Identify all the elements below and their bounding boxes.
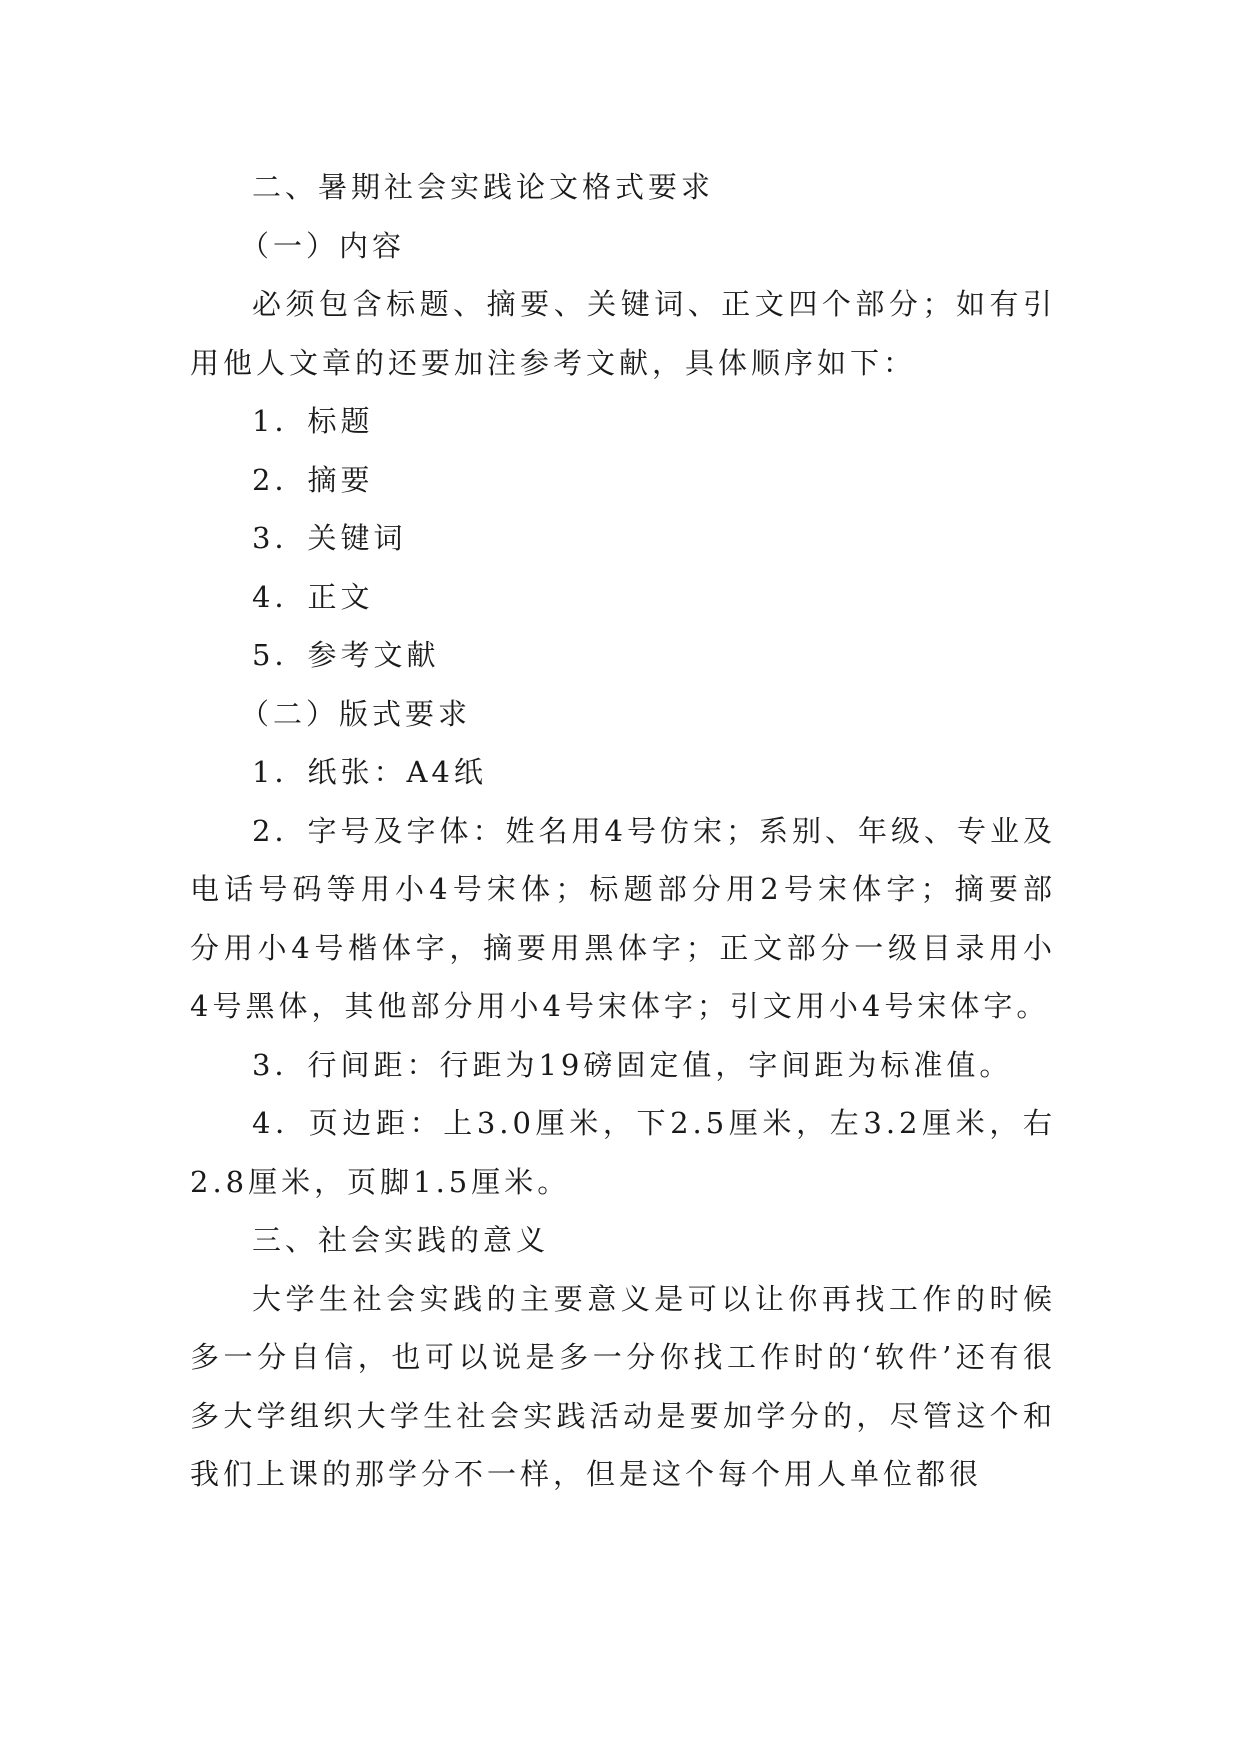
content-intro-paragraph: 必须包含标题、摘要、关键词、正文四个部分；如有引用他人文章的还要加注参考文献，具体顺序如下：	[190, 287, 1056, 380]
format-item: 2．字号及字体：姓名用4号仿宋；系别、年级、专业及电话号码等用小4号宋体；标题部分用2号宋体字；摘要部分用小4号楷体字，摘要用黑体字；正文部分一级目录用小4号黑体，其他部分用小4号宋体字；引文用小4号宋体字。	[190, 813, 1056, 1023]
content-heading: （一）内容	[240, 228, 406, 263]
list-item: 3．关键词	[252, 521, 407, 555]
section2-heading: 二、暑期社会实践论文格式要求	[252, 170, 715, 204]
list-item: 1．标题	[252, 404, 374, 438]
list-item: 4．正文	[252, 579, 374, 614]
format-item: 1．纸张：A4纸	[252, 755, 487, 789]
format-item: 4．页边距：上3.0厘米，下2.5厘米，左3.2厘米，右2.8厘米，页脚1.5厘米。	[190, 1106, 1056, 1199]
list-item: 5．参考文献	[252, 638, 440, 672]
format-item: 3．行间距：行距为19磅固定值，字间距为标准值。	[252, 1047, 1013, 1082]
document-body	[190, 158, 1056, 1504]
section3-heading: 三、社会实践的意义	[252, 1223, 550, 1257]
list-item: 2．摘要	[252, 462, 374, 497]
section3-body-paragraph: 大学生社会实践的主要意义是可以让你再找工作的时候多一分自信，也可以说是多一分你找工作时的‘软件’还有很多大学组织大学生社会实践活动是要加学分的，尽管这个和我们上课的那学分不一样，但是这个每个用人单位都很	[190, 1281, 1056, 1491]
format-heading: （二）版式要求	[240, 696, 472, 731]
